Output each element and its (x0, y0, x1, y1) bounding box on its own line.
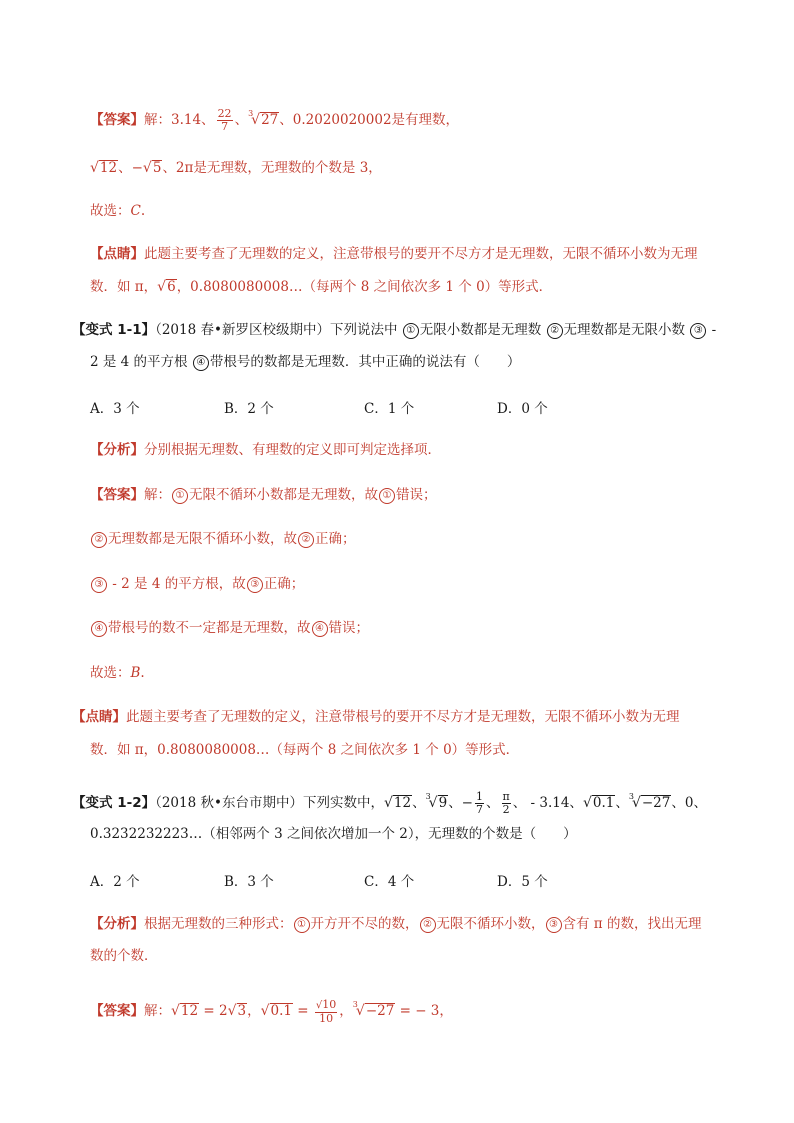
option-a: A．3 个 (90, 401, 140, 417)
question-1-2-line-2: 0.3232232223…（相邻两个 3 之间依次增加一个 2），无理数的个数是（ ） (90, 826, 577, 842)
option-b: B．2 个 (224, 401, 274, 417)
answer-1-1-line-2: ② 无理数都是无限不循环小数，故 ② 正确； (90, 530, 356, 548)
note-line-2: 数．如 π，√6，0.8080080008…（每两个 8 之间依次多 1 个 0）等形式． (90, 279, 553, 295)
question-1-1-line-2: 2 是 4 的平方根 ④ 带根号的数都是无理数．其中正确的说法有（ ） (90, 354, 521, 370)
option-a-2: A．2 个 (90, 874, 140, 890)
answer-1-1-line-4: ④ 带根号的数不一定都是无理数，故 ④ 错误； (90, 619, 369, 637)
option-c-2: C．4 个 (364, 874, 415, 890)
variant-1-1-tag: 【变式 1-1】 (72, 322, 156, 338)
answer-1-2-line: 【答案】解：√12 = 2√3，√0.1 = $\frac{√10}{10}$ ，$^3$√−27 = − 3， (90, 997, 453, 1025)
analysis-tag: 【分析】 (90, 442, 144, 458)
answer-line-2: √12、−√5、2π是无理数，无理数的个数是 3， (90, 160, 382, 176)
option-b-2: B．3 个 (224, 874, 274, 890)
variant-1-2-tag: 【变式 1-2】 (72, 795, 156, 811)
note-line-1: 【点睛】此题主要考查了无理数的定义，注意带根号的要开不尽方才是无理数，无限不循环小数为无理 (90, 246, 698, 262)
option-d-2: D．5 个 (497, 874, 548, 890)
option-c: C．1 个 (364, 401, 415, 417)
analysis-1-2-line-1: 【分析】根据无理数的三种形式： ① 开方开不尽的数， ② 无限不循环小数， ③ 含有 π 的数，找出无理 (90, 916, 702, 932)
question-1-2-line-1: 【变式 1-2】（2018 秋•东台市期中）下列实数中，√12、$^3$√9、− $\frac{1}{7}$ 、 $\frac{\pi}{2}$ 、 - 3.14、√0.1、$^3$√−27、0、 (72, 790, 707, 816)
note-1-1-line-1: 【点睛】此题主要考查了无理数的定义，注意带根号的要开不尽方才是无理数，无限不循环小数为无理 (72, 709, 680, 725)
note-1-1-line-2: 数．如 π，0.8080080008…（每两个 8 之间依次多 1 个 0）等形式． (90, 742, 520, 758)
cube-root-27: $^3$√27 (248, 109, 279, 128)
answer-1-1-line-3: ③ - 2 是 4 的平方根，故 ③ 正确； (90, 575, 304, 593)
answer-tag: 【答案】 (90, 112, 144, 128)
answer-1-1-line-1: 【答案】解： ① 无限不循环小数都是无理数，故 ① 错误； (90, 487, 437, 503)
choose-line: 故选：C. (90, 203, 146, 219)
choose-1-1-line: 故选：B. (90, 665, 145, 681)
question-1-1-line-1: 【变式 1-1】（2018 春•新罗区校级期中）下列说法中 ① 无限小数都是无理数 ② 无理数都是无限小数 ③ - (72, 322, 717, 338)
analysis-1-2-line-2: 数的个数． (90, 948, 158, 964)
analysis-line: 【分析】分别根据无理数、有理数的定义即可判定选择项． (90, 442, 441, 458)
option-d: D．0 个 (497, 401, 548, 417)
fraction-22-7: $\frac{22}{7}$ (217, 107, 232, 133)
answer-line-1: 【答案】解：3.14、 $\frac{22}{7}$ 、$^3$√27、0.2020020002是有理数， (90, 107, 460, 133)
note-tag: 【点睛】 (90, 246, 144, 262)
